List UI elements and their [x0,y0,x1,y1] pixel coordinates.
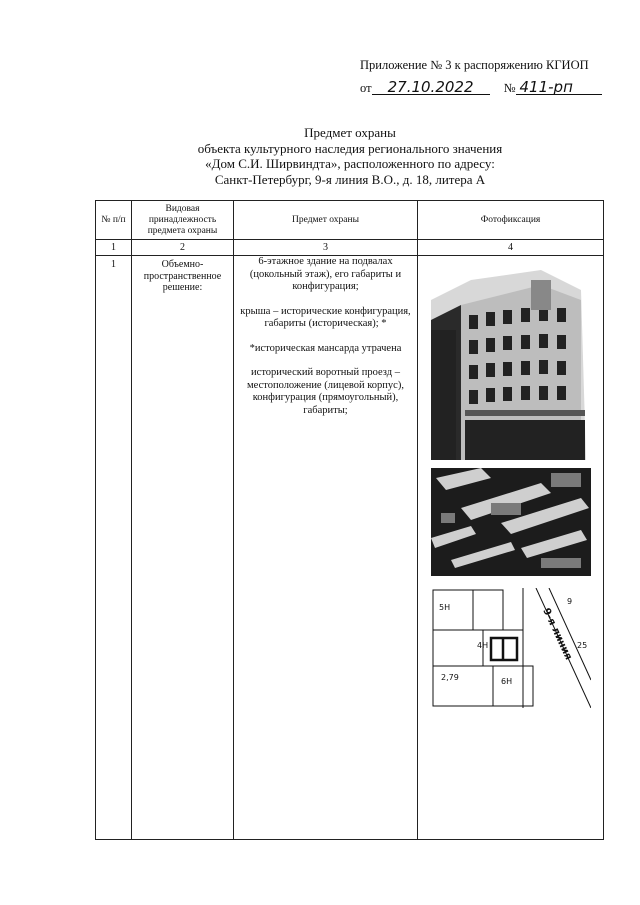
col-header-subject: Предмет охраны [234,201,418,240]
description-item: крыша – исторические конфигурация, габариты (историческая); * [240,305,411,329]
appendix-caption: Приложение № 3 к распоряжению КГИОП [360,58,589,72]
order-line [360,80,602,96]
order-number: 411-рп [516,80,602,95]
map-label: 5Н [438,603,450,612]
map-label: 6Н [500,677,512,686]
col-number-1: 1 [96,240,132,256]
map-label: 4Н [476,641,488,650]
map-label: 25 [576,641,587,650]
cadastral-map [431,588,591,708]
heading-line-3: «Дом С.И. Ширвиндта», расположенного по адресу: [205,156,495,171]
description-item: исторический воротный проезд – местоположение (лицевой корпус), конфигурация (прямоугольный), габариты; [247,367,404,416]
table-number-row [96,240,604,256]
description-item: *историческая мансарда утрачена [249,342,402,354]
col-header-type: Видовая принадлежность предмета охраны [132,201,234,240]
from-prefix: от [360,81,372,95]
street-label: 9-я линия [539,606,574,662]
heading-line-4: Санкт-Петербург, 9-я линия В.О., д. 18, литера А [214,171,486,187]
description-item: 6-этажное здание на подвалах (цокольный этаж), его габариты и конфигурация; [249,256,402,292]
protection-table [95,200,604,840]
row-number: 1 [96,256,132,840]
col-number-3: 3 [234,240,418,256]
heading-line-1: Предмет охраны [304,125,396,140]
aerial-photo [431,468,591,576]
facade-photo [431,260,591,460]
table-header-row [96,201,604,240]
row-type: Объемно-пространственное решение: [132,256,234,840]
col-number-4: 4 [418,240,604,256]
order-date: 27.10.2022 [372,80,490,95]
map-label: 9 [566,597,572,606]
map-label: 2,79 [440,673,459,682]
col-header-num: № п/п [96,201,132,240]
row-description [234,256,418,840]
col-header-photo: Фотофиксация [418,201,604,240]
photo-cell [418,256,604,840]
heading-line-2: объекта культурного наследия регионального значения [197,140,503,156]
document-heading [0,125,640,187]
col-number-2: 2 [132,240,234,256]
table-row [96,256,604,840]
number-prefix: № [503,81,516,95]
